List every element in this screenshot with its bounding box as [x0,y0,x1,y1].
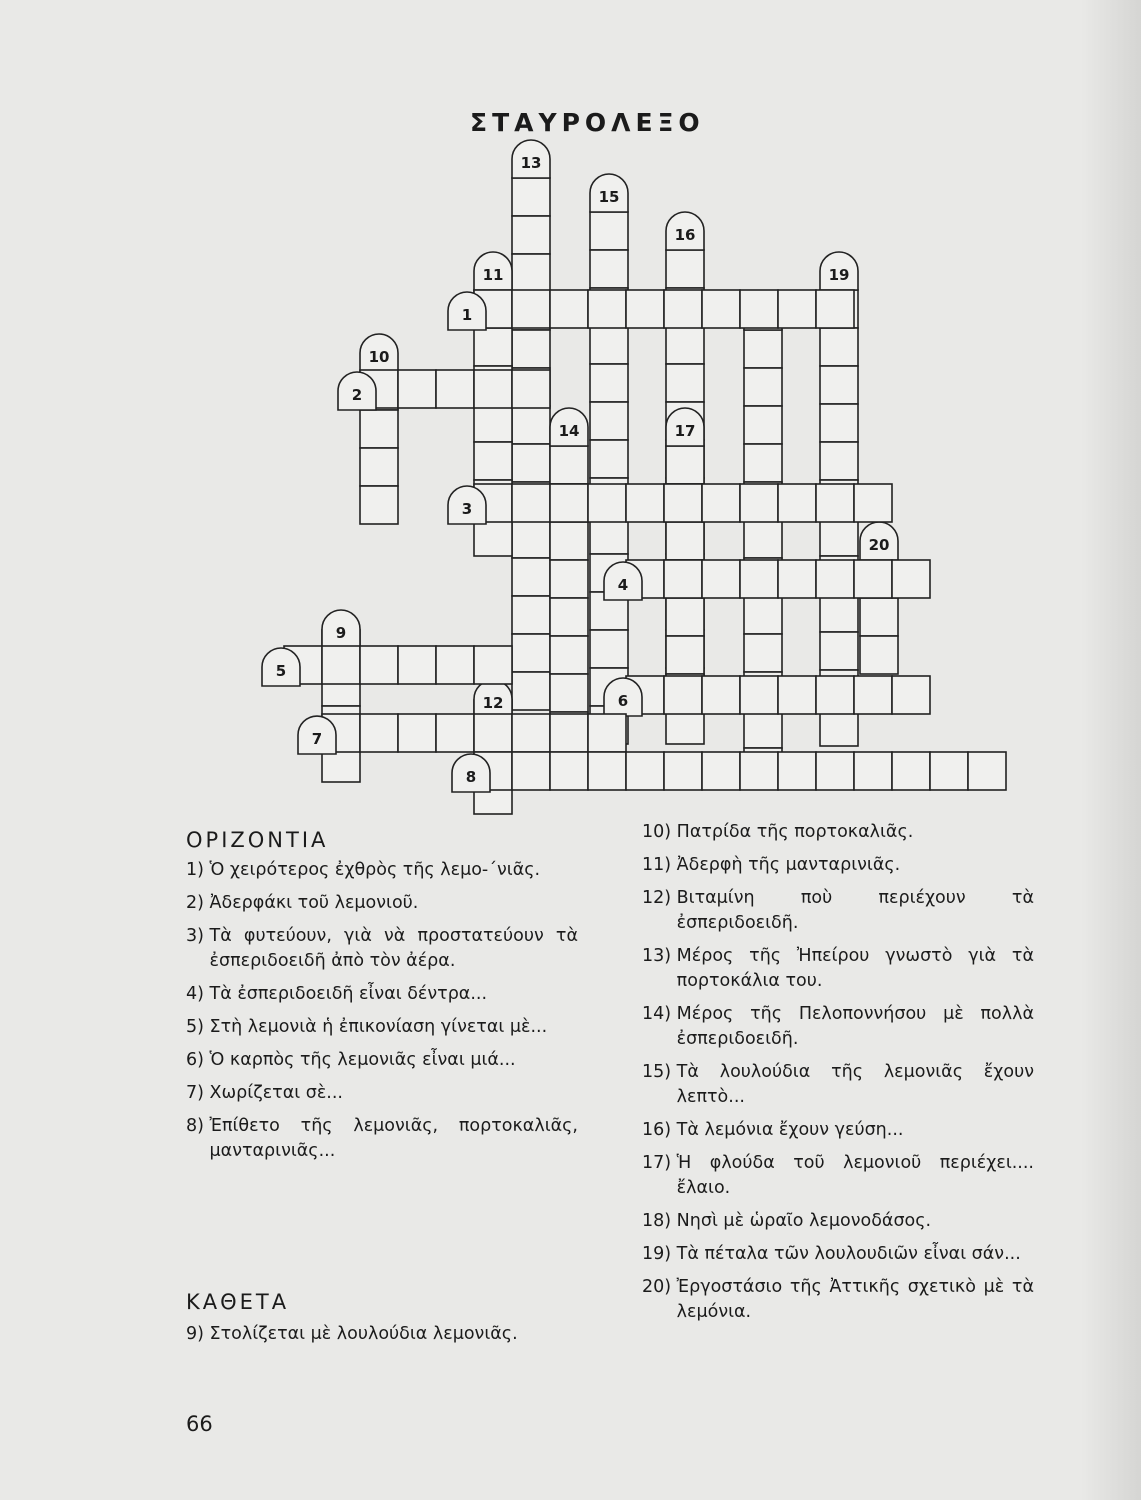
grid-number-10: 10 [368,348,390,366]
grid-cell [474,328,512,366]
grid-cell [664,752,702,790]
grid-number-9: 9 [335,624,347,642]
grid-number-15: 15 [598,188,620,206]
grid-cell [474,370,512,408]
grid-cell [744,520,782,558]
clue-text: Πατρίδα τῆς πορτοκαλιᾶς. [676,822,914,842]
clue-item [642,1151,1034,1201]
grid-number-6: 6 [617,692,629,710]
grid-number-1: 1 [461,306,473,324]
grid-cell [702,484,740,522]
clue-text: Νησὶ μὲ ὡραῖο λεμονοδάσος. [676,1211,932,1231]
grid-cell [820,366,858,404]
clue-number: 16) [642,1120,677,1140]
vertical-clue-list-left [186,1322,578,1355]
grid-cell [740,560,778,598]
grid-cell [512,672,550,710]
grid-cell [550,290,588,328]
grid-number-13: 13 [520,154,542,172]
grid-cell [512,330,550,368]
grid-cell [398,646,436,684]
grid-cell [930,752,968,790]
grid-number-3: 3 [461,500,473,518]
grid-cell [626,290,664,328]
grid-cell [590,326,628,364]
grid-cell [744,406,782,444]
clue-text: Μέρος τῆς Ἠπείρου γνωστὸ γιὰ τὰ πορτοκάλια του. [676,946,1034,991]
horizontal-heading: ΟΡΙΖΟΝΤΙΑ [186,828,329,852]
grid-cell [820,442,858,480]
grid-cell [474,714,512,752]
clue-number: 13) [642,946,677,966]
clue-item [642,944,1034,994]
clue-item [642,1060,1034,1110]
clue-text: Χωρίζεται σὲ... [209,1083,343,1103]
grid-cell [550,752,588,790]
clue-item [642,1242,1034,1267]
grid-cell [360,646,398,684]
clue-item [186,1048,578,1073]
grid-cell [744,596,782,634]
grid-cell [744,330,782,368]
grid-cell [702,560,740,598]
clue-text: Ἐργοστάσιο τῆς Ἀττικῆς σχετικὸ μὲ τὰ λεμόνια. [676,1277,1034,1322]
grid-number-12: 12 [482,694,504,712]
clue-text: Μέρος τῆς Πελοποννήσου μὲ πολλὰ ἐσπεριδοειδῆ. [676,1004,1034,1049]
grid-cell [664,676,702,714]
clue-item [186,1322,578,1347]
grid-cell [664,560,702,598]
grid-cell [590,630,628,668]
grid-number-14: 14 [558,422,580,440]
grid-cell [550,560,588,598]
vertical-heading: ΚΑΘΕΤΑ [186,1290,290,1314]
clue-number: 12) [642,888,677,908]
clue-text: Τὰ πέταλα τῶν λουλουδιῶν εἶναι σάν... [676,1244,1021,1264]
grid-cell [820,328,858,366]
grid-cell [666,446,704,484]
grid-cell [968,752,1006,790]
clue-item [642,1209,1034,1234]
clue-text: Ἐπίθετο τῆς λεμονιᾶς, πορτοκαλιᾶς, μανταρινιᾶς... [209,1116,578,1161]
grid-cell [702,752,740,790]
clue-number: 18) [642,1211,677,1231]
clue-item [186,858,578,883]
grid-cell [512,520,550,558]
clue-item [186,982,578,1007]
page-number: 66 [186,1412,213,1436]
grid-number-8: 8 [465,768,477,786]
clue-text: Τὰ λεμόνια ἔχουν γεύση... [676,1120,904,1140]
grid-cell [512,634,550,672]
clue-text: Ἀδερφὴ τῆς μανταρινιᾶς. [676,855,901,875]
clue-item [642,820,1034,845]
grid-cell [820,632,858,670]
grid-cell [512,290,550,328]
grid-cell [820,518,858,556]
grid-cell [740,752,778,790]
grid-cell [860,598,898,636]
clue-number: 3) [186,926,210,946]
clue-text: Στὴ λεμονιὰ ἡ ἐπικονίαση γίνεται μὲ... [209,1017,548,1037]
grid-cell [666,326,704,364]
page-title: ΣΤΑΥΡΟΛΕΞΟ [470,108,705,137]
grid-cell [892,752,930,790]
clue-number: 5) [186,1017,210,1037]
grid-cell [740,484,778,522]
grid-cell [664,484,702,522]
grid-cell [816,752,854,790]
grid-cell [590,440,628,478]
grid-cell [588,484,626,522]
clue-text: Ἀδερφάκι τοῦ λεμονιοῦ. [209,893,419,913]
grid-cell [588,714,626,752]
grid-number-11: 11 [482,266,504,284]
grid-cell [474,442,512,480]
grid-cell [436,714,474,752]
clue-number: 19) [642,1244,677,1264]
grid-cell [436,646,474,684]
grid-cell [664,290,702,328]
grid-cell [512,216,550,254]
grid-cell [512,558,550,596]
grid-cell [512,444,550,482]
grid-cell [512,178,550,216]
grid-cell [702,676,740,714]
grid-cell [666,364,704,402]
clue-item [642,1002,1034,1052]
grid-number-17: 17 [674,422,696,440]
grid-cell [590,250,628,288]
grid-cell [892,676,930,714]
grid-cell [512,484,550,522]
grid-cell [778,752,816,790]
grid-cell [512,714,550,752]
grid-cell [360,486,398,524]
grid-cell [778,676,816,714]
grid-cell [360,714,398,752]
clue-text: Ἡ φλούδα τοῦ λεμονιοῦ περιέχει.... ἔλαιο. [676,1153,1034,1198]
clue-item [186,1081,578,1106]
grid-cell [744,634,782,672]
horizontal-clue-list [186,858,578,1172]
clue-number: 15) [642,1062,677,1082]
clue-text: Ὁ καρπὸς τῆς λεμονιᾶς εἶναι μιά... [209,1050,516,1070]
clue-item [642,886,1034,936]
clue-item [642,853,1034,878]
clue-number: 20) [642,1277,677,1297]
grid-cell [666,598,704,636]
clue-number: 4) [186,984,210,1004]
grid-cell [854,484,892,522]
grid-cell [474,646,512,684]
grid-cell [550,714,588,752]
grid-cell [744,710,782,748]
grid-cell [550,484,588,522]
grid-cell [744,444,782,482]
grid-cell [398,714,436,752]
clue-text: Τὰ ἐσπεριδοειδῆ εἶναι δέντρα... [209,984,488,1004]
clue-number: 1) [186,860,210,880]
grid-cell [550,522,588,560]
grid-cell [778,560,816,598]
clue-number: 8) [186,1116,210,1136]
grid-cell [512,596,550,634]
grid-cell [588,752,626,790]
grid-cell [816,484,854,522]
grid-cell [360,410,398,448]
grid-cell [778,290,816,328]
grid-cell [666,636,704,674]
grid-number-20: 20 [868,536,890,554]
grid-cell [512,254,550,292]
grid-cell [550,598,588,636]
clue-item [186,1015,578,1040]
clue-number: 11) [642,855,677,875]
clue-item [642,1275,1034,1325]
grid-cell [820,594,858,632]
grid-cell [702,290,740,328]
clue-text: Τὰ λουλούδια τῆς λεμονιᾶς ἔχουν λεπτὸ... [676,1062,1034,1107]
vertical-clue-list-right [642,820,1034,1333]
clue-item [642,1118,1034,1143]
grid-cell [666,250,704,288]
grid-cell [744,368,782,406]
grid-cell [626,752,664,790]
grid-cell [474,404,512,442]
clue-text: Στολίζεται μὲ λουλούδια λεμονιᾶς. [209,1324,518,1344]
grid-cell [892,560,930,598]
clue-number: 10) [642,822,677,842]
grid-cell [860,636,898,674]
grid-cell [398,370,436,408]
clue-number: 2) [186,893,210,913]
clue-number: 9) [186,1324,210,1344]
grid-cell [590,364,628,402]
grid-cell [322,646,360,684]
grid-cell [550,446,588,484]
clue-number: 6) [186,1050,210,1070]
grid-cell [820,404,858,442]
clue-number: 17) [642,1153,677,1173]
grid-number-16: 16 [674,226,696,244]
grid-cell [550,674,588,712]
clue-item [186,891,578,916]
grid-cell [550,636,588,674]
grid-cell [854,560,892,598]
grid-cell [854,676,892,714]
grid-cell [666,522,704,560]
grid-cell [512,406,550,444]
grid-number-7: 7 [311,730,323,748]
grid-cell [588,290,626,328]
grid-number-4: 4 [617,576,629,594]
clue-text: Ὁ χειρότερος ἐχθρὸς τῆς λεμο-´νιᾶς. [209,860,541,880]
clue-item [186,924,578,974]
grid-number-5: 5 [275,662,287,680]
grid-number-2: 2 [351,386,363,404]
grid-cell [778,484,816,522]
grid-cell [740,290,778,328]
clue-text: Βιταμίνη ποὺ περιέχουν τὰ ἐσπεριδοειδῆ. [676,888,1034,933]
grid-cell [590,402,628,440]
grid-cell [360,448,398,486]
grid-cell [436,370,474,408]
grid-cell [626,484,664,522]
grid-cell [816,676,854,714]
clue-item [186,1114,578,1164]
grid-cell [512,370,550,408]
grid-cell [740,676,778,714]
clue-text: Τὰ φυτεύουν, γιὰ νὰ προστατεύουν τὰ ἐσπεριδοειδῆ ἀπὸ τὸν ἀέρα. [209,926,578,971]
clue-number: 14) [642,1004,677,1024]
grid-cell [854,752,892,790]
grid-cell [590,212,628,250]
grid-cell [816,290,854,328]
grid-cell [816,560,854,598]
grid-number-19: 19 [828,266,850,284]
grid-cell [512,752,550,790]
clue-number: 7) [186,1083,210,1103]
